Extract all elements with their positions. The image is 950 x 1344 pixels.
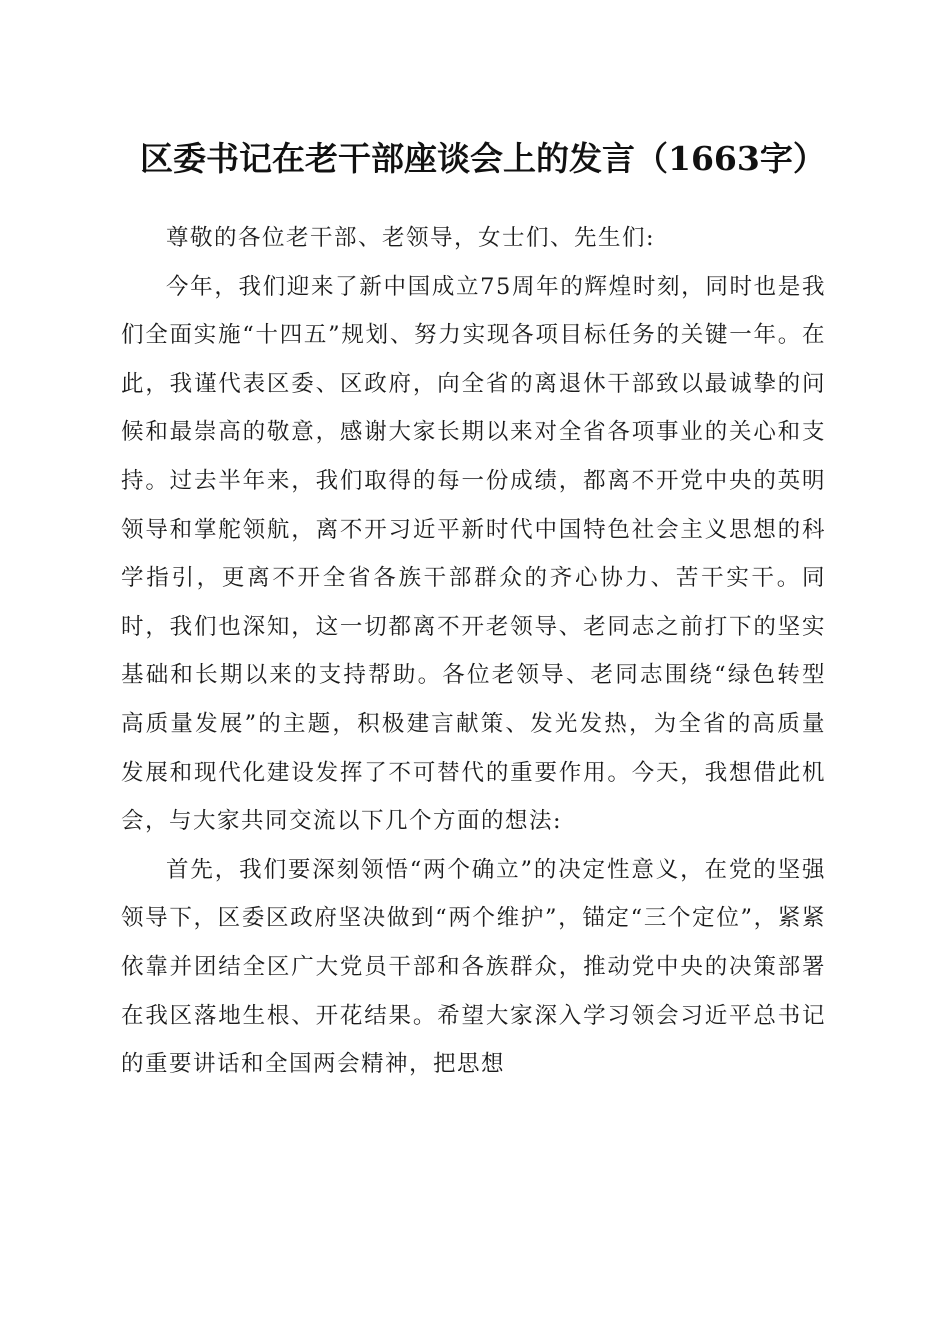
body-paragraph: 今年，我们迎来了新中国成立75周年的辉煌时刻，同时也是我们全面实施“十四五”规划、努力实现各项目标任务的关键一年。在此，我谨代表区委、区政府，向全省的离退休干部致以最诚挚的问候和最崇高的敬意，感谢大家长期以来对全省各项事业的关心和支持。过去半年来，我们取得的每一份成绩，都离不开党中央的英明领导和掌舵领航，离不开习近平新时代中国特色社会主义思想的科学指引，更离不开全省各族干部群众的齐心协力、苦干实干。同时，我们也深知，这一切都离不开老领导、老同志之前打下的坚实基础和长期以来的支持帮助。各位老领导、老同志围绕“绿色转型高质量发展”的主题，积极建言献策、发光发热，为全省的高质量发展和现代化建设发挥了不可替代的重要作用。今天，我想借此机会，与大家共同交流以下几个方面的想法: [121,273,826,835]
salutation-paragraph: 尊敬的各位老干部、老领导，女士们、先生们: [166,225,656,251]
body-paragraph: 首先，我们要深刻领悟“两个确立”的决定性意义，在党的坚强领导下，区委区政府坚决做到“两个维护”，锚定“三个定位”，紧紧依靠并团结全区广大党员干部和各族群众，推动党中央的决策部署在我区落地生根、开花结果。希望大家深入学习领会习近平总书记的重要讲话和全国两会精神，把思想 [121,856,826,1078]
document-title: 区委书记在老干部座谈会上的发言（1663字） [140,139,826,178]
document-body [121,214,826,1089]
